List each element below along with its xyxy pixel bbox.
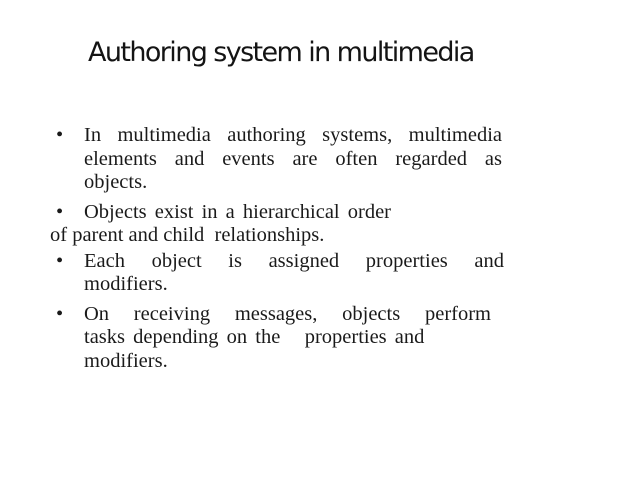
- bullet-text: [84, 250, 504, 297]
- bullet-text: [84, 303, 491, 374]
- bullet-line: modifiers.: [84, 349, 168, 372]
- bullet-line: On receiving messages, objects perform: [84, 302, 491, 325]
- bullet-item-hierarchy: [50, 201, 570, 248]
- bullet-dot-icon: •: [56, 124, 64, 146]
- bullet-dot-icon: •: [56, 249, 64, 272]
- bullet-item-messages: [50, 303, 570, 374]
- bullet-item-properties: [50, 250, 570, 297]
- bullet-dot-icon: •: [56, 200, 64, 223]
- bullet-line: elements and events are often regarded as: [84, 147, 502, 170]
- bullet-line: modifiers.: [84, 273, 168, 295]
- bullet-line: of parent and child relationships.: [50, 224, 325, 246]
- bullet-list: [50, 124, 570, 373]
- bullet-item-objects: [50, 124, 570, 195]
- slide-title: Authoring system in multimedia: [88, 37, 474, 68]
- bullet-line: In multimedia authoring systems, multimedia: [84, 124, 502, 146]
- bullet-line: objects.: [84, 171, 148, 193]
- bullet-dot-icon: •: [56, 302, 64, 325]
- bullet-line: Each object is assigned properties and: [84, 249, 504, 272]
- bullet-line: Objects exist in a hierarchical order: [84, 200, 391, 223]
- bullet-text: [50, 200, 524, 248]
- bullet-text: [84, 124, 502, 195]
- bullet-line: tasks depending on the properties and: [84, 326, 425, 348]
